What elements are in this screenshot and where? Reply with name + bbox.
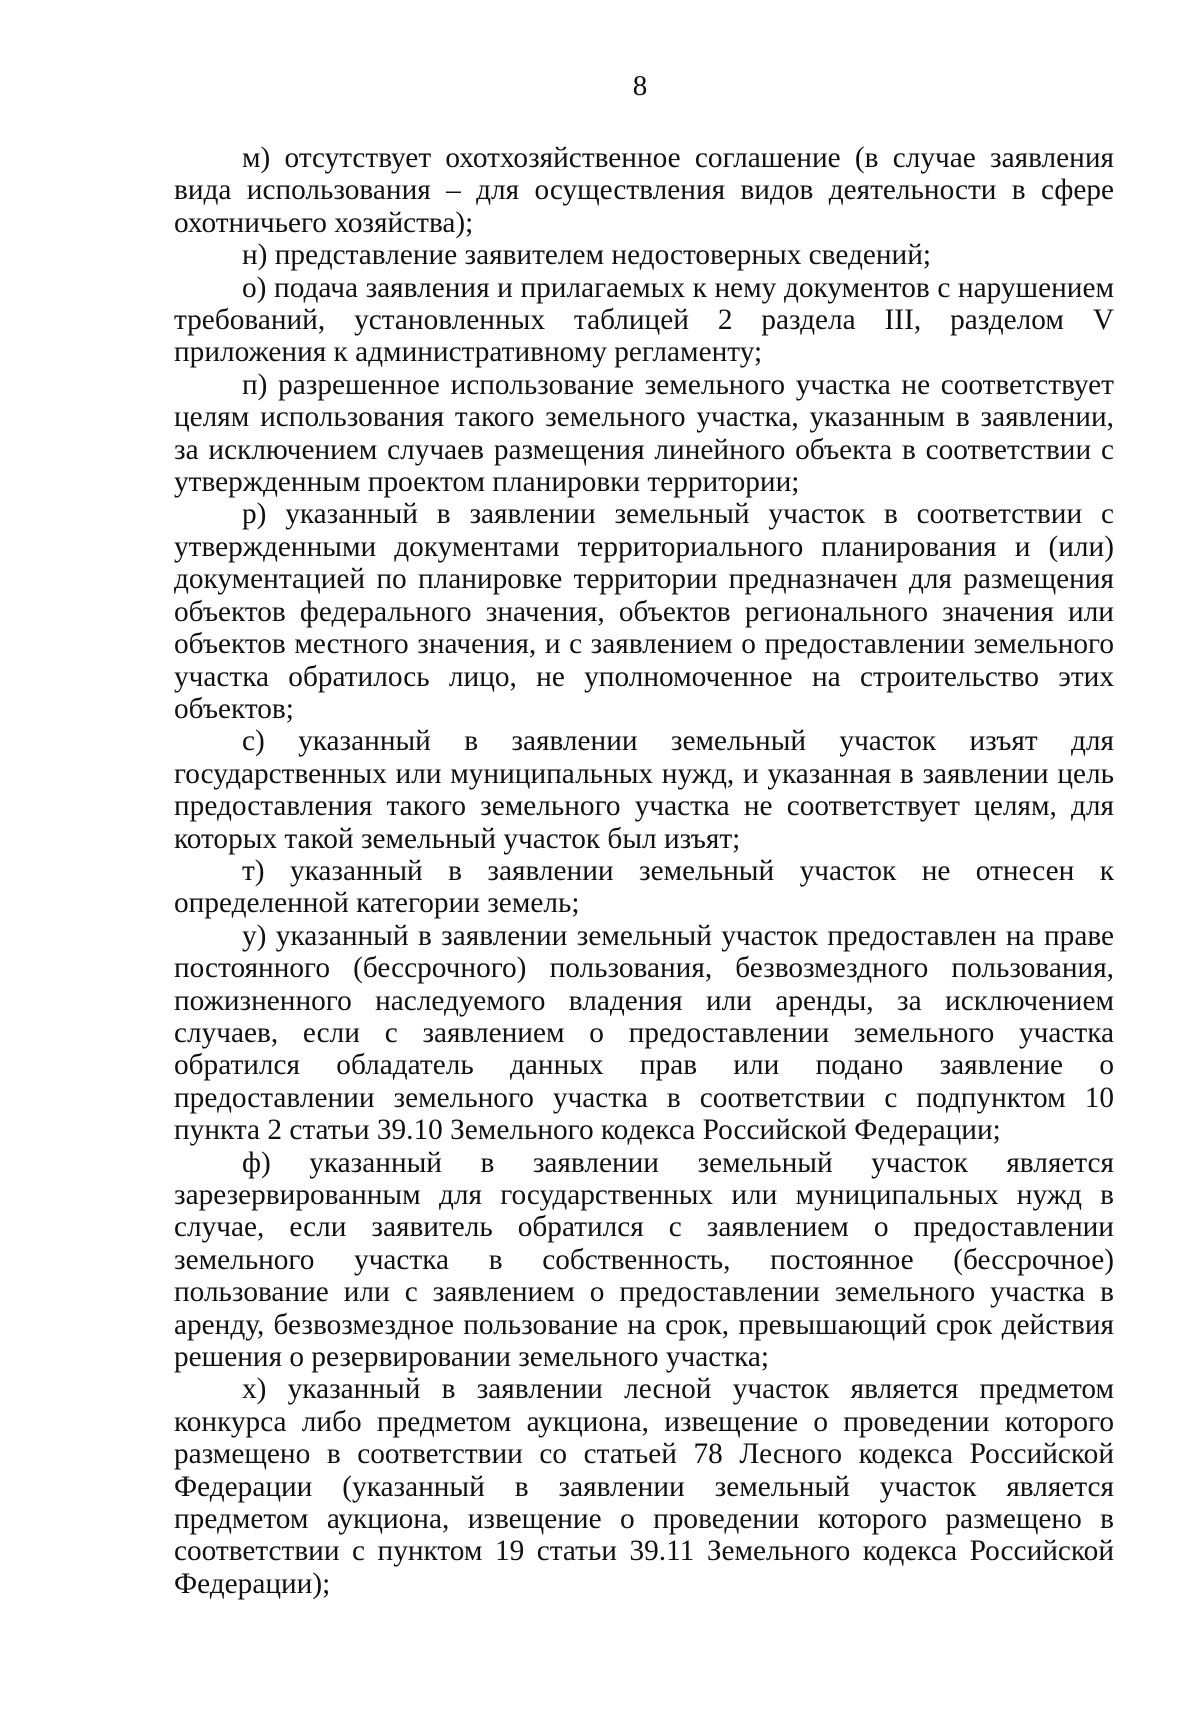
document-body — [174, 142, 1114, 1600]
paragraph-f: ф) указанный в заявлении земельный участок является зарезервированным для государственных или муниципальных нужд в случае, если заявитель обратился с заявлением о предоставлении земельного участка в собственность, постоянное (бессрочное) пользование или с заявлением о предоставлении земельного участка в аренду, безвозмездное пользование на срок, превышающий срок действия решения о резервировании земельного участка; — [174, 1146, 1114, 1374]
paragraph-u: у) указанный в заявлении земельный участок предоставлен на праве постоянного (бессрочного) пользования, безвозмездного пользования, пожизненного наследуемого владения или аренды, за исключением случаев, если с заявлением о предоставлении земельного участка обратился обладатель данных прав или подано заявление о предоставлении земельного участка в соответствии с подпунктом 10 пункта 2 статьи 39.10 Земельного кодекса Российской Федерации; — [174, 919, 1114, 1147]
paragraph-t: т) указанный в заявлении земельный участок не отнесен к определенной категории земель; — [174, 854, 1114, 920]
paragraph-o: о) подача заявления и прилагаемых к нему документов с нарушением требований, установленных таблицей 2 раздела III, разделом V приложения к административному регламенту; — [174, 271, 1114, 369]
paragraph-n: н) представление заявителем недостоверных сведений; — [242, 239, 932, 272]
page-number: 8 — [632, 70, 648, 102]
paragraph-h: х) указанный в заявлении лесной участок является предметом конкурса либо предметом аукциона, извещение о проведении которого размещено в соответствии со статьей 78 Лесного кодекса Российской Федерации (указанный в заявлении земельный участок является предметом аукциона, извещение о проведении которого размещено в соответствии с пунктом 19 статьи 39.11 Земельного кодекса Российской Федерации); — [174, 1373, 1114, 1600]
paragraph-s: с) указанный в заявлении земельный участок изъят для государственных или муниципальных нужд, и указанная в заявлении цель предоставления такого земельного участка не соответствует целям, для которых такой земельный участок был изъят; — [174, 725, 1114, 855]
paragraph-p: п) разрешенное использование земельного участка не соответствует целям использования такого земельного участка, указанным в заявлении, за исключением случаев размещения линейного объекта в соответствии с утвержденным проектом планировки территории; — [174, 368, 1114, 499]
paragraph-m: м) отсутствует охотхозяйственное соглашение (в случае заявления вида использования – для осуществления видов деятельности в сфере охотничьего хозяйства); — [174, 142, 1114, 239]
paragraph-r: р) указанный в заявлении земельный участок в соответствии с утвержденными документами территориального планирования и (или) документацией по планировке территории предназначен для размещения объектов федерального значения, объектов регионального значения или объектов местного значения, и с заявлением о предоставлении земельного участка обратилось лицо, не уполномоченное на строительство этих объектов; — [174, 498, 1114, 725]
